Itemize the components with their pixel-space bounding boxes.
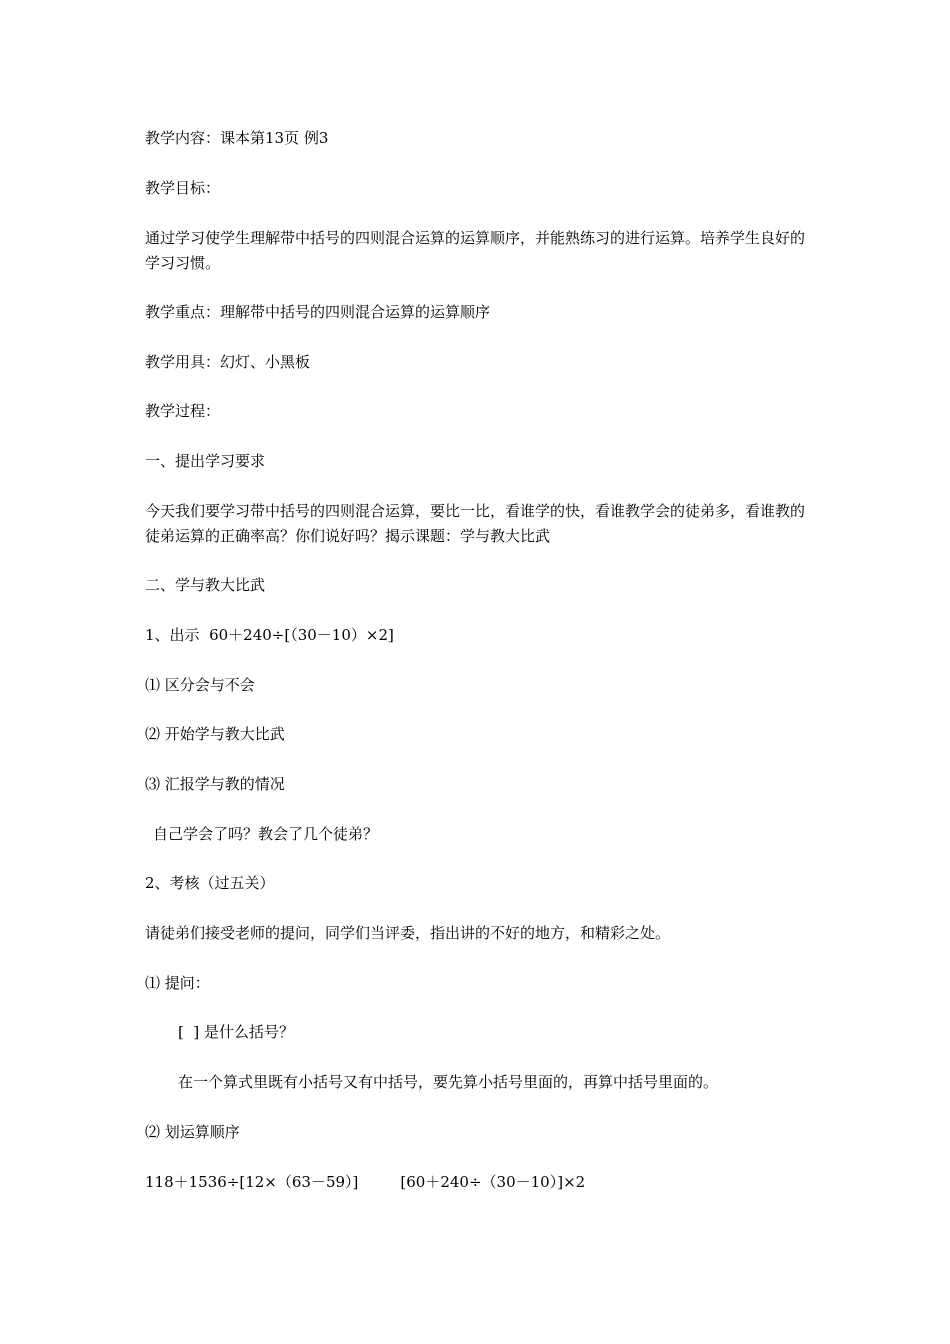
teaching-goal-heading: 教学目标： [145, 179, 221, 197]
teaching-content-line: 教学内容：课本第13页 例3 [145, 129, 329, 147]
section-one-heading: 一、提出学习要求 [145, 452, 266, 470]
question-line: 自己学会了吗？教会了几个徒弟？ [153, 825, 379, 843]
teaching-focus-line: 教学重点：理解带中括号的四则混合运算的运算顺序 [145, 303, 491, 321]
order-heading: ⑵ 划运算顺序 [145, 1123, 240, 1141]
sub-item-2: ⑵ 开始学与教大比武 [145, 725, 285, 743]
bracket-question: [ ] 是什么括号？ [178, 1023, 295, 1041]
teaching-goal-paragraph: 通过学习使学生理解带中括号的四则混合运算的运算顺序，并能熟练习的进行运算。培养学生良好的学习习惯。 [145, 229, 806, 272]
bracket-answer: 在一个算式里既有小括号又有中括号，要先算小括号里面的，再算中括号里面的。 [178, 1073, 719, 1091]
expression-2: [60＋240÷（30－10）]×2 [400, 1173, 586, 1191]
instruction-line: 请徒弟们接受老师的提问，同学们当评委，指出讲的不好的地方，和精彩之处。 [145, 924, 671, 942]
teaching-tools-line: 教学用具：幻灯、小黑板 [145, 353, 311, 371]
step-two-line: 2、考核（过五关） [145, 874, 275, 892]
teaching-process-heading: 教学过程： [145, 402, 221, 420]
expression-1: 118＋1536÷[12×（63－59）] [145, 1173, 359, 1191]
section-two-heading: 二、学与教大比武 [145, 576, 266, 594]
intro-paragraph: 今天我们要学习带中括号的四则混合运算，要比一比，看谁学的快，看谁教学会的徒弟多，看谁教的徒弟运算的正确率高？你们说好吗？揭示课题：学与教大比武 [145, 502, 806, 545]
expression-row [145, 1170, 810, 1195]
sub-item-1: ⑴ 区分会与不会 [145, 676, 255, 694]
sub-item-3: ⑶ 汇报学与教的情况 [145, 775, 285, 793]
step-one-line: 1、出示 60＋240÷[（30－10）×2] [145, 626, 394, 644]
ask-heading: ⑴ 提问： [145, 974, 210, 992]
